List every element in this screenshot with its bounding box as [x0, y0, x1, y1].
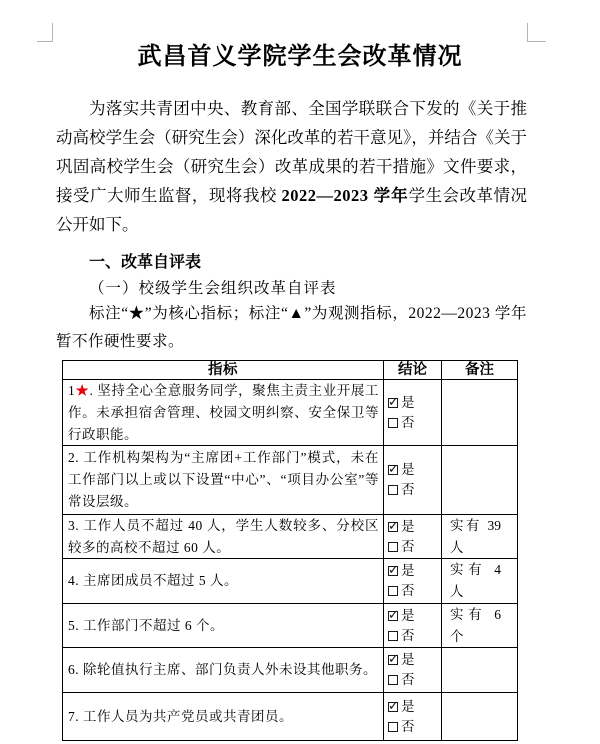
header-indicator: 指标 — [208, 362, 238, 378]
checkbox-no-icon[interactable] — [388, 586, 398, 596]
yes-label: 是 — [401, 518, 415, 534]
remark-cell — [441, 380, 517, 445]
table-row — [63, 603, 517, 647]
no-label: 否 — [401, 583, 415, 598]
yes-label: 是 — [401, 563, 415, 578]
intro-text-1: 为落实共青团中央、教育部、全国学联联合下发的《关于推动高校学生会（研究生会）深化改革的若干意见》，并结合《关于巩固高校学生会（研究生会）改革成果的若干措施》文件要求，接受广大师生监督，现将我校 — [56, 99, 527, 205]
remark-cell — [441, 648, 517, 692]
table-row — [63, 558, 517, 603]
remark-cell: 实有 39 人 — [441, 515, 517, 558]
checkbox-yes-icon[interactable] — [388, 611, 398, 621]
checkbox-no-icon[interactable] — [388, 722, 398, 732]
conclusion-cell — [383, 515, 441, 558]
no-label: 否 — [401, 538, 415, 554]
indicator-text: 6. 除轮值执行主席、部门负责人外未设其他职务。 — [68, 662, 377, 677]
table-header-row — [63, 361, 517, 379]
indicator-text: 1★. 坚持全心全意服务同学，聚焦主责主业开展工作。未承担宿舍管理、校园文明纠察、安全保卫等行政职能。 — [68, 382, 380, 442]
subsection-heading: （一）校级学生会组织改革自评表 — [89, 280, 337, 297]
checkbox-no-icon[interactable] — [388, 418, 398, 428]
yes-label: 是 — [401, 698, 415, 714]
indicator-text: 4. 主席团成员不超过 5 人。 — [68, 573, 238, 588]
indicator-note: 标注“★”为核心指标；标注“▲”为观测指标，2022—2023 学年暂不作硬性要求。 — [56, 305, 527, 350]
indicator-text: 2. 工作机构架构为“主席团+工作部门”模式，未在工作部门以上或以下设置“中心”、“项目办公室”等常设层级。 — [68, 450, 379, 509]
section-heading: 一、改革自评表 — [89, 254, 202, 271]
checkbox-yes-icon[interactable] — [388, 465, 398, 475]
yes-label: 是 — [401, 462, 415, 477]
conclusion-cell — [383, 446, 441, 514]
indicator-text: 5. 工作部门不超过 6 个。 — [68, 617, 224, 633]
checkbox-yes-icon[interactable] — [388, 566, 398, 576]
conclusion-cell — [383, 648, 441, 692]
checkbox-no-icon[interactable] — [388, 542, 398, 552]
no-label: 否 — [401, 718, 415, 734]
conclusion-cell — [383, 604, 441, 647]
yes-label: 是 — [401, 652, 415, 667]
remark-cell — [441, 693, 517, 740]
checkbox-yes-icon[interactable] — [388, 702, 398, 712]
table-row — [63, 445, 517, 514]
table-row — [63, 647, 517, 692]
conclusion-cell — [383, 693, 441, 740]
table-row — [63, 514, 517, 558]
conclusion-cell — [383, 559, 441, 603]
checkbox-yes-icon[interactable] — [388, 522, 398, 532]
header-remark: 备注 — [441, 361, 517, 379]
table-row — [63, 692, 517, 740]
indicator-text: 7. 工作人员为共产党员或共青团员。 — [68, 708, 293, 724]
remark-cell: 实有 6 个 — [441, 604, 517, 647]
no-label: 否 — [401, 672, 415, 687]
no-label: 否 — [401, 482, 415, 497]
checkbox-no-icon[interactable] — [388, 675, 398, 685]
intro-paragraph — [56, 94, 527, 239]
no-label: 否 — [401, 414, 415, 430]
checkbox-yes-icon[interactable] — [388, 655, 398, 665]
header-conclusion: 结论 — [383, 361, 441, 379]
remark-cell: 实有 4 人 — [441, 559, 517, 603]
checkbox-no-icon[interactable] — [388, 631, 398, 641]
indicator-text: 3. 工作人员不超过 40 人，学生人数较多、分校区较多的高校不超过 60 人。 — [68, 517, 379, 555]
yes-label: 是 — [401, 394, 415, 410]
no-label: 否 — [401, 627, 415, 643]
yes-label: 是 — [401, 607, 415, 623]
checkbox-no-icon[interactable] — [388, 485, 398, 495]
intro-bold-year: 2022—2023 学年 — [281, 186, 409, 205]
checkbox-yes-icon[interactable] — [388, 398, 398, 408]
table-row — [63, 379, 517, 445]
self-evaluation-table — [62, 360, 518, 741]
remark-cell — [441, 446, 517, 514]
document-title: 武昌首义学院学生会改革情况 — [137, 44, 463, 70]
intro-text-2: 学生会改革情况公开如下。 — [56, 186, 528, 234]
conclusion-cell — [383, 380, 441, 445]
core-indicator-star-icon: ★ — [75, 382, 90, 398]
